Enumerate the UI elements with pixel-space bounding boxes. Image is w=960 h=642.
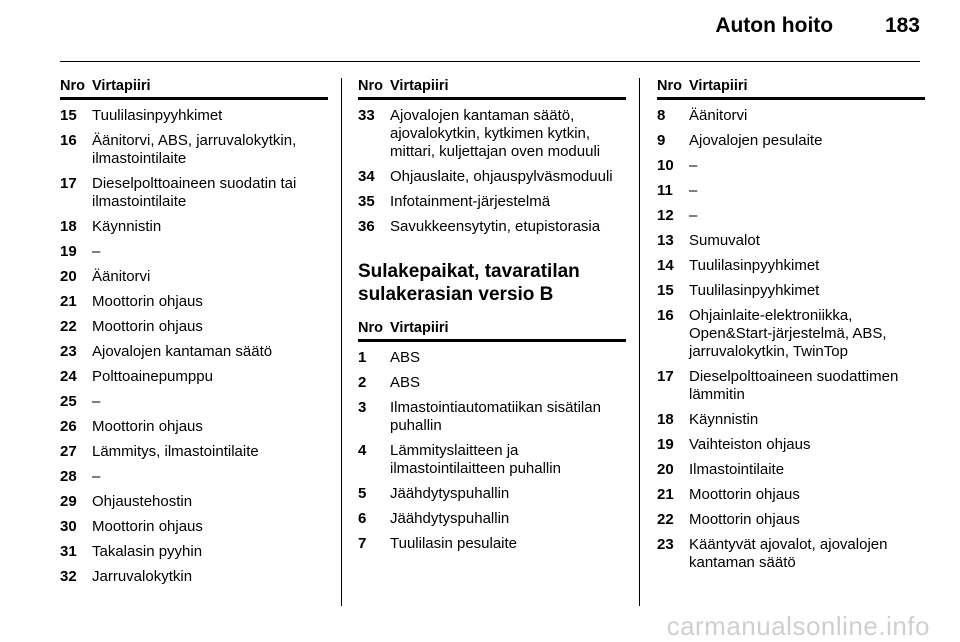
table-row <box>60 107 328 125</box>
fuse-number: 13 <box>657 232 674 249</box>
table-row <box>60 543 328 561</box>
table-row <box>358 485 626 503</box>
fuse-number: 12 <box>657 207 674 224</box>
fuse-number: 16 <box>657 307 674 324</box>
fuse-circuit: Sumuvalot <box>689 232 760 249</box>
header-circuit: Virtapiiri <box>390 320 449 336</box>
table-row <box>657 536 925 572</box>
fuse-number: 23 <box>657 536 674 553</box>
fuse-circuit: Lämmitys, ilmastointilaite <box>92 443 259 460</box>
table-row <box>657 411 925 429</box>
fuse-circuit: Äänitorvi <box>689 107 748 124</box>
fuse-circuit: Ohjainlaite-elektroniikka, Open&Start-järjestelmä, ABS, jarruvalokytkin, TwinTop <box>689 307 887 360</box>
fuse-number: 19 <box>60 243 77 260</box>
table-row <box>358 399 626 435</box>
table-row <box>60 493 328 511</box>
fuse-circuit: Äänitorvi <box>92 268 151 285</box>
fuse-number: 7 <box>358 535 367 552</box>
fuse-number: 20 <box>657 461 674 478</box>
fuse-circuit: Ohjauslaite, ohjauspylväsmoduuli <box>390 168 613 185</box>
fuse-circuit: Moottorin ohjaus <box>92 418 203 435</box>
fuse-number: 4 <box>358 442 367 459</box>
fuse-number: 14 <box>657 257 674 274</box>
fuse-circuit: Tuulilasinpyyhkimet <box>92 107 223 124</box>
fuse-circuit: Dieselpolttoaineen suodatin tai ilmastointilaite <box>92 175 297 210</box>
page-number: 183 <box>884 14 920 37</box>
table-row <box>358 168 626 186</box>
fuse-circuit: Polttoainepumppu <box>92 368 213 385</box>
table-row <box>60 268 328 286</box>
table-row <box>358 442 626 478</box>
fuse-number: 8 <box>657 107 666 124</box>
fuse-circuit: Tuulilasinpyyhkimet <box>689 257 820 274</box>
fuse-number: 27 <box>60 443 77 460</box>
fuse-circuit: Infotainment-järjestelmä <box>390 193 551 210</box>
section-title: Sulakepaikat, tavaratilan sulakerasian versio B <box>358 261 580 305</box>
table-row <box>358 193 626 211</box>
fuse-circuit: Vaihteiston ohjaus <box>689 436 811 453</box>
table-row <box>60 218 328 236</box>
fuse-circuit: Äänitorvi, ABS, jarruvalokytkin, ilmastointilaite <box>92 132 297 167</box>
fuse-circuit: Ilmastointiautomatiikan sisätilan puhallin <box>390 399 601 434</box>
table-row <box>657 132 925 150</box>
fuse-number: 29 <box>60 493 77 510</box>
table-row <box>657 207 925 225</box>
fuse-number: 15 <box>657 282 674 299</box>
fuse-column-2 <box>358 78 626 553</box>
table-header <box>657 78 925 100</box>
table-row <box>358 535 626 553</box>
table-row <box>60 518 328 536</box>
fuse-number: 32 <box>60 568 77 585</box>
table-row <box>60 418 328 436</box>
header-circuit: Virtapiiri <box>689 78 748 94</box>
fuse-number: 23 <box>60 343 77 360</box>
fuse-circuit: – <box>689 157 698 174</box>
page-header <box>60 14 920 54</box>
fuse-circuit: Ajovalojen pesulaite <box>689 132 823 149</box>
fuse-circuit: Jäähdytyspuhallin <box>390 510 510 527</box>
table-row <box>60 343 328 361</box>
fuse-circuit: Käynnistin <box>689 411 759 428</box>
fuse-number: 26 <box>60 418 77 435</box>
header-circuit: Virtapiiri <box>390 78 449 94</box>
table-row <box>60 175 328 211</box>
fuse-circuit: ABS <box>390 374 421 391</box>
fuse-number: 25 <box>60 393 77 410</box>
fuse-number: 1 <box>358 349 367 366</box>
table-row <box>60 368 328 386</box>
table-row <box>657 257 925 275</box>
table-row <box>657 486 925 504</box>
fuse-number: 15 <box>60 107 77 124</box>
fuse-circuit: Moottorin ohjaus <box>689 511 800 528</box>
fuse-number: 18 <box>60 218 77 235</box>
fuse-circuit: – <box>689 207 698 224</box>
header-nro: Nro <box>358 320 383 336</box>
fuse-circuit: Tuulilasin pesulaite <box>390 535 518 552</box>
table-row <box>60 243 328 261</box>
header-circuit: Virtapiiri <box>92 78 151 94</box>
column-divider <box>341 78 342 606</box>
fuse-number: 9 <box>657 132 666 149</box>
header-nro: Nro <box>60 78 85 94</box>
fuse-circuit: Käynnistin <box>92 218 162 235</box>
fuse-number: 21 <box>60 293 77 310</box>
fuse-number: 24 <box>60 368 77 385</box>
fuse-circuit: Moottorin ohjaus <box>92 518 203 535</box>
fuse-circuit: Tuulilasinpyyhkimet <box>689 282 820 299</box>
table-row <box>60 132 328 168</box>
table-row <box>358 107 626 161</box>
table-header <box>358 320 626 342</box>
fuse-circuit: Savukkeensytytin, etupistorasia <box>390 218 601 235</box>
table-row <box>657 282 925 300</box>
column-divider <box>639 78 640 606</box>
fuse-number: 3 <box>358 399 367 416</box>
table-row <box>60 293 328 311</box>
fuse-circuit: Moottorin ohjaus <box>689 486 800 503</box>
fuse-circuit: – <box>92 243 101 260</box>
table-row <box>657 157 925 175</box>
table-row <box>657 368 925 404</box>
table-row <box>60 393 328 411</box>
fuse-number: 5 <box>358 485 367 502</box>
fuse-number: 31 <box>60 543 77 560</box>
table-row <box>60 468 328 486</box>
fuse-circuit: Dieselpolttoaineen suodattimen lämmitin <box>689 368 899 403</box>
fuse-number: 22 <box>657 511 674 528</box>
fuse-number: 2 <box>358 374 367 391</box>
fuse-number: 16 <box>60 132 77 149</box>
fuse-number: 6 <box>358 510 367 527</box>
table-row <box>657 461 925 479</box>
table-row <box>657 232 925 250</box>
table-row <box>60 318 328 336</box>
fuse-number: 20 <box>60 268 77 285</box>
fuse-column-1 <box>60 78 328 586</box>
fuse-circuit: Lämmityslaitteen ja ilmastointilaitteen puhallin <box>390 442 561 477</box>
fuse-number: 34 <box>358 168 375 185</box>
fuse-number: 30 <box>60 518 77 535</box>
table-row <box>657 436 925 454</box>
table-row <box>657 182 925 200</box>
table-row <box>60 568 328 586</box>
fuse-circuit: Takalasin pyyhin <box>92 543 203 560</box>
header-nro: Nro <box>657 78 682 94</box>
table-row <box>657 107 925 125</box>
fuse-number: 10 <box>657 157 674 174</box>
fuse-circuit: – <box>92 468 101 485</box>
fuse-number: 17 <box>657 368 674 385</box>
fuse-circuit: Ajovalojen kantaman säätö <box>92 343 273 360</box>
fuse-column-3 <box>657 78 925 572</box>
table-row <box>358 349 626 367</box>
header-nro: Nro <box>358 78 383 94</box>
fuse-number: 11 <box>657 182 673 199</box>
fuse-number: 36 <box>358 218 375 235</box>
chapter-title: Auton hoito <box>715 14 834 37</box>
fuse-number: 22 <box>60 318 77 335</box>
fuse-circuit: ABS <box>390 349 421 366</box>
header-rule <box>60 61 920 62</box>
fuse-circuit: Moottorin ohjaus <box>92 318 203 335</box>
fuse-circuit: Jäähdytyspuhallin <box>390 485 510 502</box>
fuse-circuit: Kääntyvät ajovalot, ajovalojen kantaman säätö <box>689 536 888 571</box>
fuse-number: 21 <box>657 486 674 503</box>
fuse-number: 19 <box>657 436 674 453</box>
fuse-number: 35 <box>358 193 375 210</box>
fuse-number: 18 <box>657 411 674 428</box>
table-row <box>657 511 925 529</box>
table-row <box>60 443 328 461</box>
table-header <box>358 78 626 100</box>
table-header <box>60 78 328 100</box>
fuse-circuit: Jarruvalokytkin <box>92 568 193 585</box>
table-row <box>358 218 626 236</box>
watermark: carmanualsonline.info <box>666 611 930 641</box>
fuse-number: 17 <box>60 175 77 192</box>
fuse-circuit: Ilmastointilaite <box>689 461 785 478</box>
fuse-circuit: Ajovalojen kantaman säätö, ajovalokytkin, kytkimen kytkin, mittari, kuljettajan oven moduuli <box>390 107 601 160</box>
table-row <box>358 510 626 528</box>
fuse-circuit: – <box>689 182 698 199</box>
fuse-circuit: Ohjaustehostin <box>92 493 193 510</box>
fuse-circuit: Moottorin ohjaus <box>92 293 203 310</box>
fuse-number: 33 <box>358 107 375 124</box>
table-row <box>358 374 626 392</box>
table-row <box>657 307 925 361</box>
fuse-circuit: – <box>92 393 101 410</box>
fuse-number: 28 <box>60 468 77 485</box>
